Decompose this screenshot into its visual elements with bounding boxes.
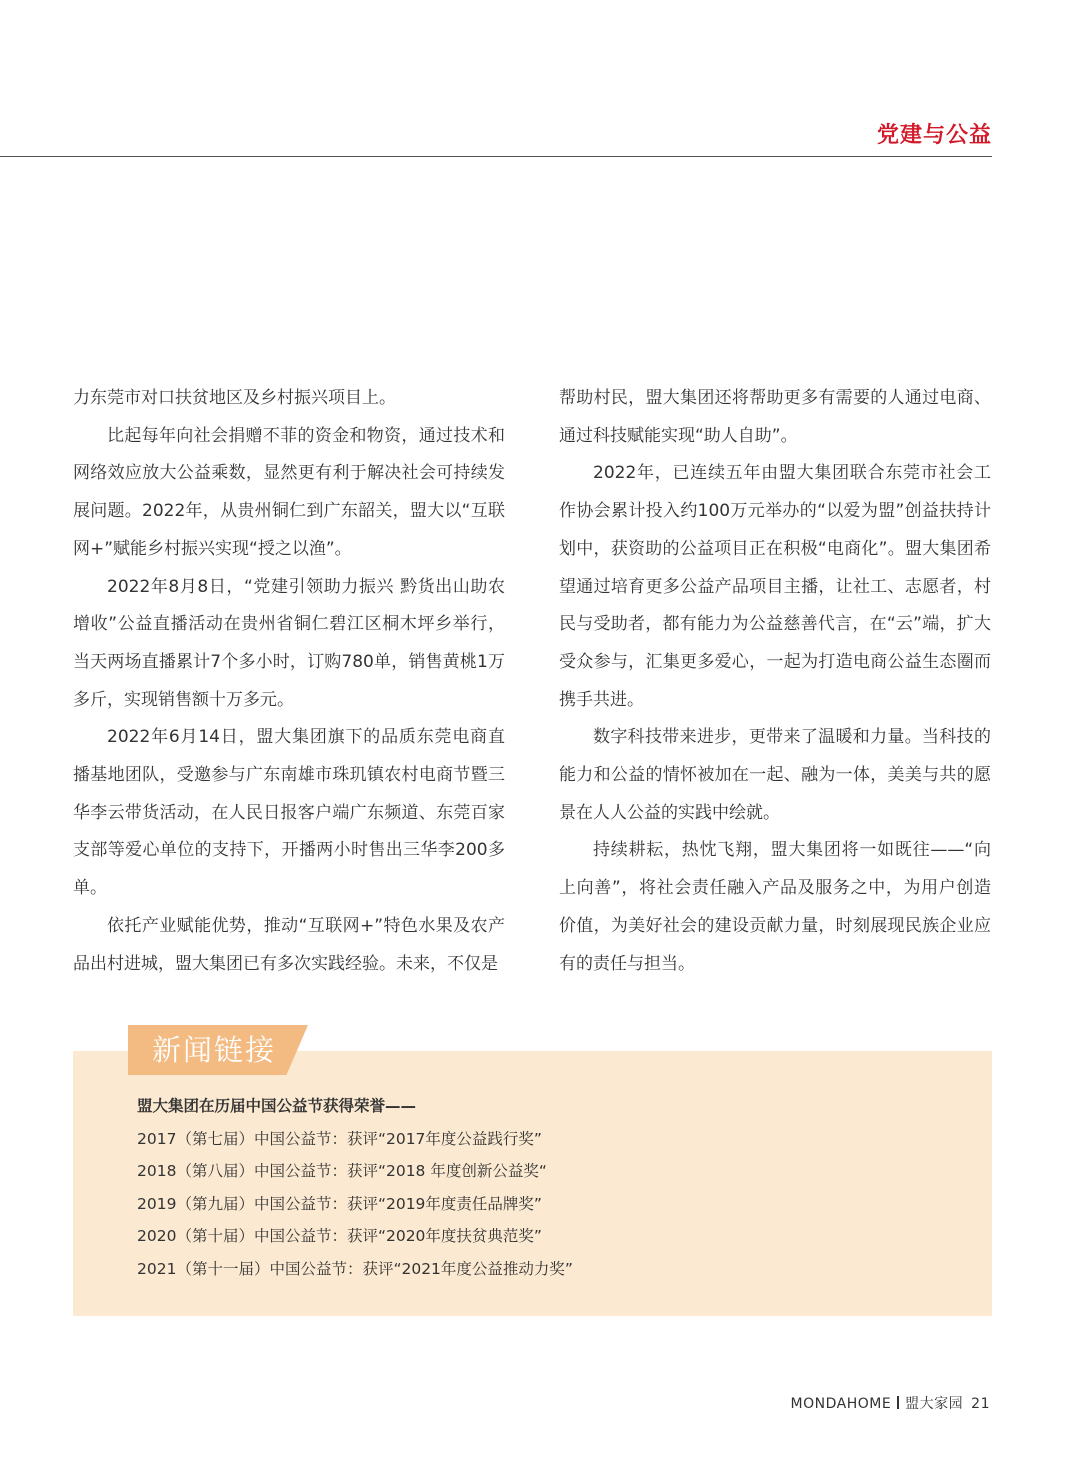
news-link-list xyxy=(137,1090,957,1285)
article-right-column xyxy=(559,380,991,983)
page-footer xyxy=(791,1393,990,1413)
section-title: 党建与公益 xyxy=(876,123,992,148)
news-item: 2019（第九届）中国公益节：获评“2019年度责任品牌奖” xyxy=(137,1194,542,1213)
paragraph: 2022年6月14日，盟大集团旗下的品质东莞电商直播基地团队，受邀参与广东南雄市珠玑镇农村电商节暨三华李云带货活动，在人民日报客户端广东频道、东莞百家支部等爱心单位的支持下，开播两小时售出三华李200多单。 xyxy=(73,727,505,899)
paragraph: 帮助村民，盟大集团还将帮助更多有需要的人通过电商、通过科技赋能实现“助人自助”。 xyxy=(559,388,991,446)
footer-brand: MONDAHOME xyxy=(790,1396,892,1412)
footer-magazine-name: 盟大家园 xyxy=(905,1396,964,1412)
news-heading: 盟大集团在历届中国公益节获得荣誉—— xyxy=(137,1097,417,1115)
paragraph: 2022年8月8日，“党建引领助力振兴 黔货出山助农增收”公益直播活动在贵州省铜仁碧江区桐木坪乡举行，当天两场直播累计7个多小时，订购780单，销售黄桃1万多斤，实现销售额十万多元。 xyxy=(73,576,505,710)
news-item: 2020（第十届）中国公益节：获评“2020年度扶贫典范奖” xyxy=(137,1227,542,1246)
news-item: 2018（第八届）中国公益节：获评“2018 年度创新公益奖“ xyxy=(137,1162,547,1181)
news-link-tab-label: 新闻链接 xyxy=(152,1033,277,1067)
paragraph: 比起每年向社会捐赠不菲的资金和物资，通过技术和网络效应放大公益乘数，显然更有利于解决社会可持续发展问题。2022年，从贵州铜仁到广东韶关，盟大以“互联网+”赋能乡村振兴实现“授之以渔”。 xyxy=(73,425,505,559)
footer-separator xyxy=(897,1396,899,1409)
paragraph: 力东莞市对口扶贫地区及乡村振兴项目上。 xyxy=(73,388,396,408)
page-number: 21 xyxy=(971,1396,990,1412)
news-item: 2017（第七届）中国公益节：获评“2017年度公益践行奖” xyxy=(137,1130,542,1148)
paragraph: 持续耕耘，热忱飞翔，盟大集团将一如既往——“向上向善”，将社会责任融入产品及服务之中，为用户创造价值，为美好社会的建设贡献力量，时刻展现民族企业应有的责任与担当。 xyxy=(559,840,991,974)
paragraph: 数字科技带来进步，更带来了温暖和力量。当科技的能力和公益的情怀被加在一起、融为一体，美美与共的愿景在人人公益的实践中绘就。 xyxy=(559,727,991,823)
header-divider xyxy=(0,156,992,157)
paragraph: 2022年，已连续五年由盟大集团联合东莞市社会工作协会累计投入约100万元举办的“以爱为盟”创益扶持计划中，获资助的公益项目正在积极“电商化”。盟大集团希望通过培育更多公益产品项目主播，让社工、志愿者，村民与受助者，都有能力为公益慈善代言，在“云”端，扩大受众参与，汇集更多爱心，一起为打造电商公益生态圈而携手共进。 xyxy=(559,463,991,710)
article-left-column xyxy=(73,380,505,983)
paragraph: 依托产业赋能优势，推动“互联网+”特色水果及农产品出村进城，盟大集团已有多次实践经验。未来，不仅是 xyxy=(73,915,505,974)
news-item: 2021（第十一届）中国公益节：获评“2021年度公益推动力奖” xyxy=(137,1259,573,1278)
